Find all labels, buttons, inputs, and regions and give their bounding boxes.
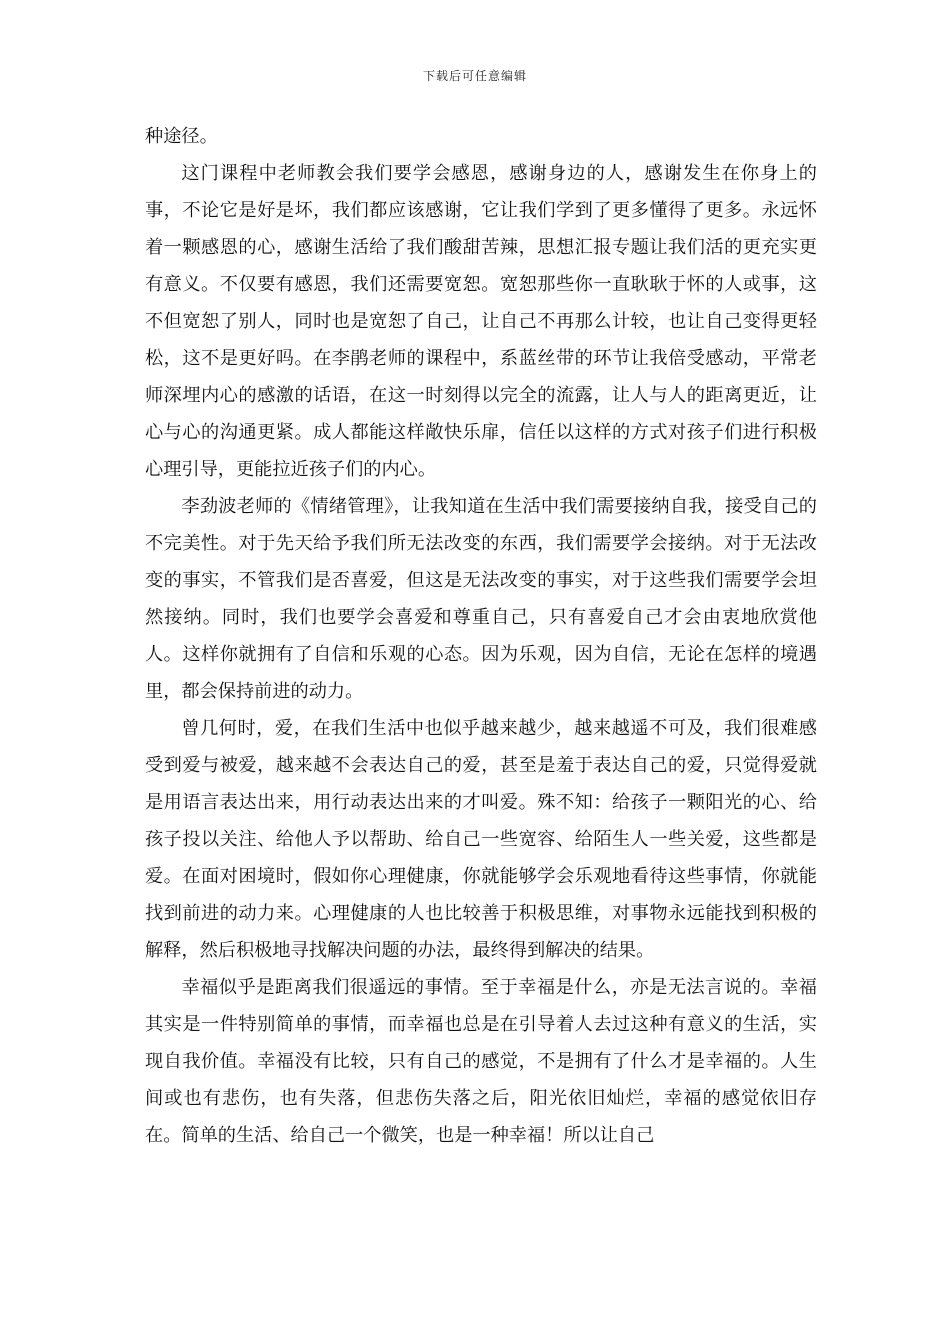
paragraph-4: 曾几何时，爱，在我们生活中也似乎越来越少，越来越遥不可及，我们很难感受到爱与被爱，越来越不会表达自己的爱，甚至是羞于表达自己的爱，只觉得爱就是用语言表达出来，用行动表达出来的才叫爱。殊不知：给孩子一颗阳光的心、给孩子投以关注、给他人予以帮助、给自己一些宽容、给陌生人一些关爱，这些都是爱。在面对困境时，假如你心理健康，你就能够学会乐观地看待这些事情，你就能找到前进的动力来。心理健康的人也比较善于积极思维，对事物永远能找到积极的解释，然后积极地寻找解决问题的办法，最终得到解决的结果。 (145, 718, 817, 961)
document-body (145, 118, 817, 1154)
paragraph-3: 李劲波老师的《情绪管理》，让我知道在生活中我们需要接纳自我，接受自己的不完美性。对于先天给予我们所无法改变的东西，我们需要学会接纳。对于无法改变的事实，不管我们是否喜爱，但这是无法改变的事实，对于这些我们需要学会坦然接纳。同时，我们也要学会喜爱和尊重自己，只有喜爱自己才会由衷地欣赏他人。这样你就拥有了自信和乐观的心态。因为乐观，因为自信，无论在怎样的境遇里，都会保持前进的动力。 (145, 496, 817, 702)
paragraph-2: 这门课程中老师教会我们要学会感恩，感谢身边的人，感谢发生在你身上的事，不论它是好是坏，我们都应该感谢，它让我们学到了更多懂得了更多。永远怀着一颗感恩的心，感谢生活给了我们酸甜苦辣，思想汇报专题让我们活的更充实更有意义。不仅要有感恩，我们还需要宽恕。宽恕那些你一直耿耿于怀的人或事，这不但宽恕了别人，同时也是宽恕了自己，让自己不再那么计较，也让自己变得更轻松，这不是更好吗。在李鹃老师的课程中，系蓝丝带的环节让我倍受感动，平常老师深埋内心的感激的话语，在这一时刻得以完全的流露，让人与人的距离更近，让心与心的沟通更紧。成人都能这样敞快乐扉，信任以这样的方式对孩子们进行积极心理引导，更能拉近孩子们的内心。 (145, 163, 817, 480)
paragraph-1: 种途径。 (145, 126, 218, 147)
page-header: 下载后可任意编辑 (422, 69, 527, 83)
paragraph-5: 幸福似乎是距离我们很遥远的事情。至于幸福是什么，亦是无法言说的。幸福其实是一件特别简单的事情，而幸福也总是在引导着人去过这种有意义的生活，实现自我价值。幸福没有比较，只有自己的感觉，不是拥有了什么才是幸福的。人生间或也有悲伤，也有失落，但悲伤失落之后，阳光依旧灿烂，幸福的感觉依旧存在。简单的生活、给自己一个微笑，也是一种幸福！所以让自己 (145, 977, 817, 1146)
